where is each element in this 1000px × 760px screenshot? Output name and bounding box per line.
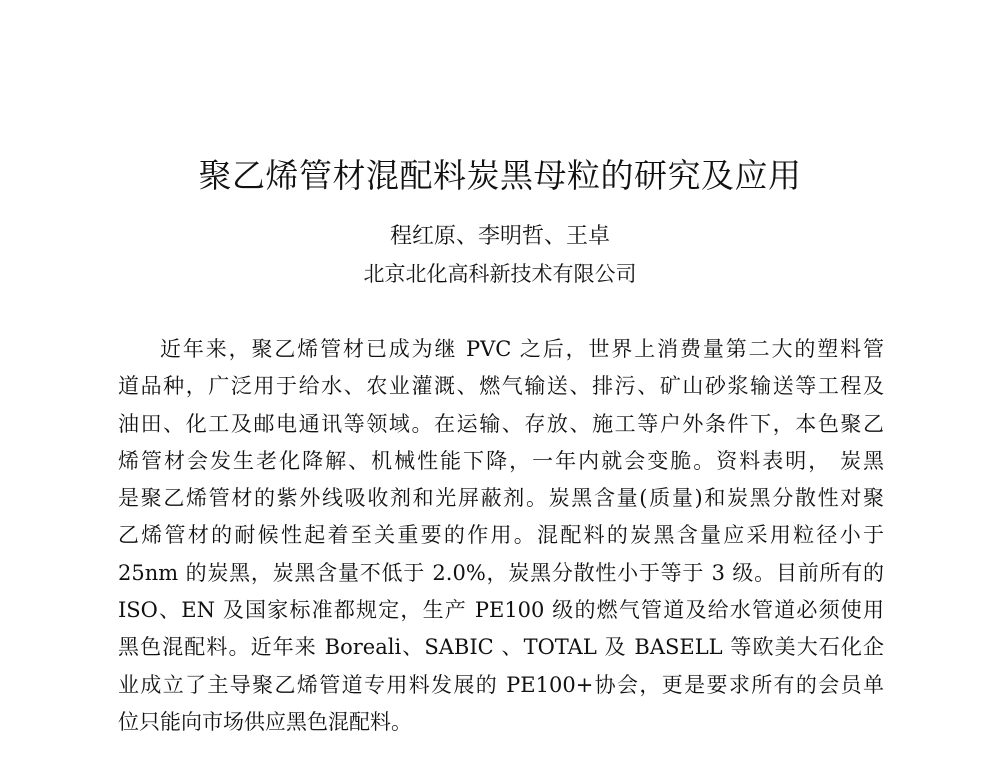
body-paragraph xyxy=(118,331,884,741)
paragraph-line: 烯管材会发生老化降解、机械性能下降，一年内就会变脆。资料表明， 炭黑 xyxy=(118,448,884,473)
affiliation: 北京北化高科新技术有限公司 xyxy=(363,262,637,286)
paragraph-line: 乙烯管材的耐候性起着至关重要的作用。混配料的炭黑含量应采用粒径小于 xyxy=(118,523,884,548)
paragraph-line: 25nm 的炭黑，炭黑含量不低于 2.0%，炭黑分散性小于等于 3 级。目前所有的 xyxy=(118,560,884,585)
paragraph-line: 油田、化工及邮电通讯等领域。在运输、存放、施工等户外条件下，本色聚乙 xyxy=(118,411,884,436)
paper-title: 聚乙烯管材混配料炭黑母粒的研究及应用 xyxy=(198,156,802,195)
paragraph-line: 是聚乙烯管材的紫外线吸收剂和光屏蔽剂。炭黑含量(质量)和炭黑分散性对聚 xyxy=(118,486,884,511)
paragraph-line: 道品种，广泛用于给水、农业灌溉、燃气输送、排污、矿山砂浆输送等工程及 xyxy=(118,374,884,399)
paragraph-line: 位只能向市场供应黑色混配料。 xyxy=(118,709,412,734)
paragraph-line: 业成立了主导聚乙烯管道专用料发展的 PE100+协会，更是要求所有的会员单 xyxy=(118,672,884,697)
paragraph-line: 黑色混配料。近年来 Boreali、SABIC 、TOTAL 及 BASELL 等欧美大石化企 xyxy=(118,635,884,660)
paragraph-line: 近年来，聚乙烯管材已成为继 PVC 之后，世界上消费量第二大的塑料管 xyxy=(160,337,884,361)
author-list: 程红原、李明哲、王卓 xyxy=(389,224,610,249)
paragraph-line: ISO、EN 及国家标准都规定，生产 PE100 级的燃气管道及给水管道必须使用 xyxy=(118,598,884,623)
